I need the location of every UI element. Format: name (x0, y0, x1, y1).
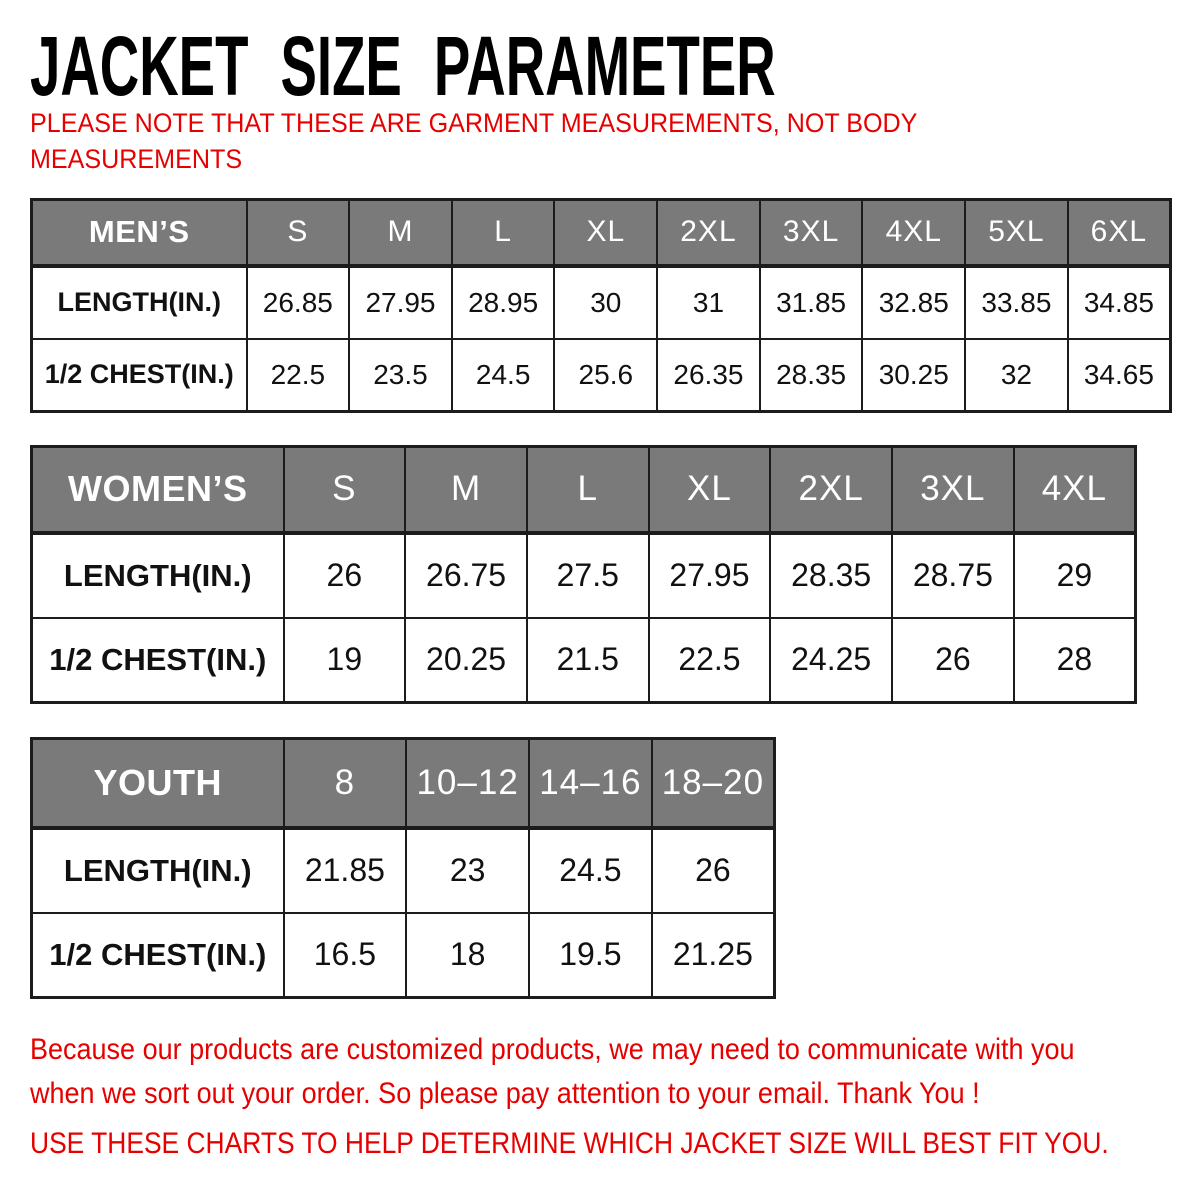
youth-row-label: LENGTH(IN.) (32, 828, 284, 913)
womens-value-cell: 21.5 (527, 618, 649, 703)
youth-value-cell: 24.5 (529, 828, 652, 913)
womens-data-row (32, 618, 1136, 703)
womens-size-header-cell: XL (649, 447, 771, 533)
womens-value-cell: 24.25 (770, 618, 892, 703)
womens-row-label: LENGTH(IN.) (32, 533, 284, 618)
womens-value-cell: 28.35 (770, 533, 892, 618)
womens-size-table (30, 445, 1137, 704)
mens-value-cell: 25.6 (554, 339, 657, 412)
mens-table-title: MEN’S (32, 200, 247, 266)
youth-header-row (32, 739, 775, 828)
womens-value-cell: 26 (284, 533, 406, 618)
womens-value-cell: 28 (1014, 618, 1136, 703)
mens-row-label: LENGTH(IN.) (32, 266, 247, 339)
footer-line-1: Because our products are customized products, we may need to communicate with you (30, 1033, 1075, 1066)
mens-size-header-cell: XL (554, 200, 657, 266)
womens-value-cell: 26.75 (405, 533, 527, 618)
youth-size-header-cell: 18–20 (652, 739, 775, 828)
mens-header-row (32, 200, 1171, 266)
mens-value-cell: 32.85 (862, 266, 965, 339)
mens-value-cell: 32 (965, 339, 1068, 412)
youth-size-header-cell: 10–12 (406, 739, 529, 828)
mens-data-row (32, 339, 1171, 412)
womens-value-cell: 27.95 (649, 533, 771, 618)
mens-value-cell: 26.35 (657, 339, 760, 412)
womens-value-cell: 29 (1014, 533, 1136, 618)
womens-value-cell: 19 (284, 618, 406, 703)
note-line-1: PLEASE NOTE THAT THESE ARE GARMENT MEASUREMENTS, NOT BODY (30, 108, 918, 138)
youth-value-cell: 21.85 (284, 828, 407, 913)
womens-size-header-cell: S (284, 447, 406, 533)
womens-value-cell: 26 (892, 618, 1014, 703)
footer-line-2: when we sort out your order. So please pay attention to your email. Thank You ! (30, 1077, 980, 1111)
youth-value-cell: 21.25 (652, 913, 775, 998)
mens-value-cell: 22.5 (247, 339, 350, 412)
fit-advice: USE THESE CHARTS TO HELP DETERMINE WHICH JACKET SIZE WILL BEST FIT YOU. (30, 1127, 1109, 1160)
mens-size-header-cell: M (349, 200, 452, 266)
mens-size-header-cell: 4XL (862, 200, 965, 266)
garment-measurement-note (30, 106, 917, 177)
womens-value-cell: 28.75 (892, 533, 1014, 618)
mens-size-header-cell: L (452, 200, 555, 266)
note-line-2: MEASUREMENTS (30, 143, 243, 174)
youth-row-label: 1/2 CHEST(IN.) (32, 913, 284, 998)
youth-data-row (32, 828, 775, 913)
mens-value-cell: 31.85 (760, 266, 863, 339)
mens-value-cell: 34.85 (1068, 266, 1171, 339)
mens-value-cell: 31 (657, 266, 760, 339)
womens-size-header-cell: 3XL (892, 447, 1014, 533)
youth-size-header-cell: 14–16 (529, 739, 652, 828)
customization-notice (30, 1028, 1075, 1117)
youth-table-title: YOUTH (32, 739, 284, 828)
mens-value-cell: 30.25 (862, 339, 965, 412)
mens-value-cell: 27.95 (349, 266, 452, 339)
page-title: JACKET SIZE PARAMETER (30, 19, 776, 113)
youth-size-header-cell: 8 (284, 739, 407, 828)
womens-row-label: 1/2 CHEST(IN.) (32, 618, 284, 703)
womens-data-row (32, 533, 1136, 618)
mens-value-cell: 30 (554, 266, 657, 339)
youth-value-cell: 26 (652, 828, 775, 913)
womens-size-header-cell: 2XL (770, 447, 892, 533)
mens-value-cell: 24.5 (452, 339, 555, 412)
mens-size-table-container (30, 198, 1172, 413)
womens-value-cell: 20.25 (405, 618, 527, 703)
mens-size-header-cell: S (247, 200, 350, 266)
youth-value-cell: 19.5 (529, 913, 652, 998)
youth-data-row (32, 913, 775, 998)
womens-size-header-cell: L (527, 447, 649, 533)
womens-value-cell: 22.5 (649, 618, 771, 703)
mens-data-row (32, 266, 1171, 339)
womens-size-table-container (30, 445, 1137, 704)
mens-size-header-cell: 3XL (760, 200, 863, 266)
youth-value-cell: 16.5 (284, 913, 407, 998)
womens-size-header-cell: 4XL (1014, 447, 1136, 533)
womens-value-cell: 27.5 (527, 533, 649, 618)
mens-size-table (30, 198, 1172, 413)
mens-value-cell: 33.85 (965, 266, 1068, 339)
womens-table-title: WOMEN’S (32, 447, 284, 533)
mens-value-cell: 28.35 (760, 339, 863, 412)
youth-size-table (30, 737, 776, 999)
mens-value-cell: 34.65 (1068, 339, 1171, 412)
mens-size-header-cell: 5XL (965, 200, 1068, 266)
mens-row-label: 1/2 CHEST(IN.) (32, 339, 247, 412)
mens-value-cell: 26.85 (247, 266, 350, 339)
youth-size-table-container (30, 737, 776, 999)
youth-value-cell: 23 (406, 828, 529, 913)
mens-value-cell: 23.5 (349, 339, 452, 412)
mens-size-header-cell: 2XL (657, 200, 760, 266)
mens-value-cell: 28.95 (452, 266, 555, 339)
mens-size-header-cell: 6XL (1068, 200, 1171, 266)
youth-value-cell: 18 (406, 913, 529, 998)
womens-size-header-cell: M (405, 447, 527, 533)
womens-header-row (32, 447, 1136, 533)
